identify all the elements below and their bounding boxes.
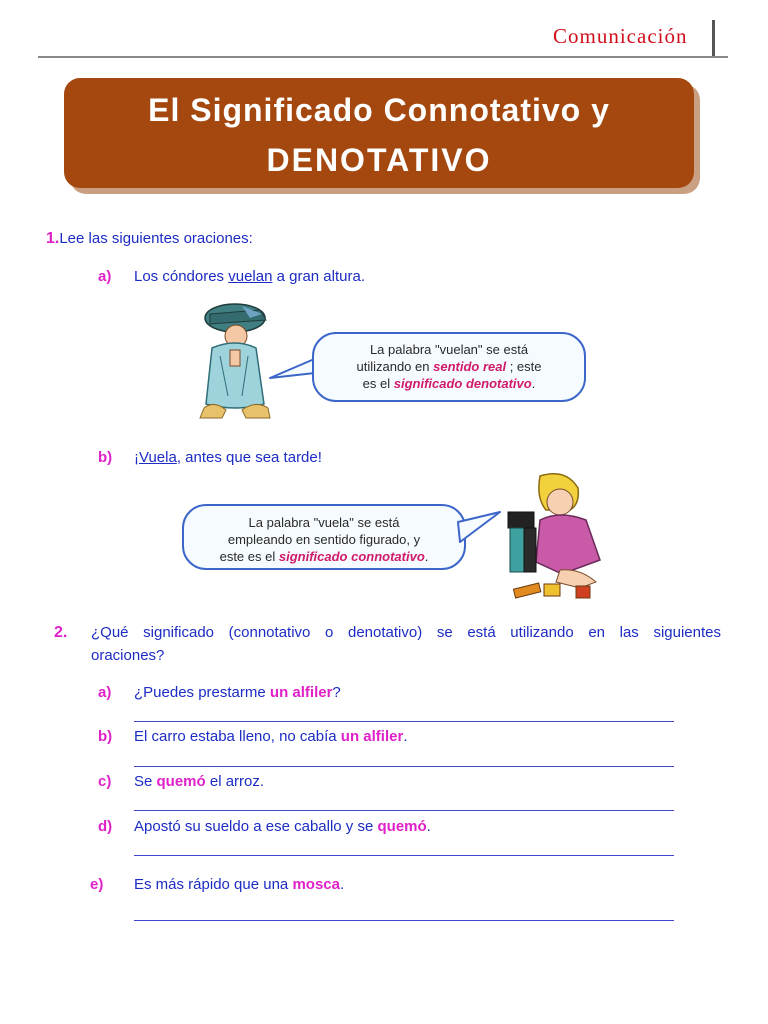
q-item-c-before: Se — [134, 773, 157, 790]
bubble-a-line2-after: ; este — [506, 359, 542, 374]
item-b-after: , antes que sea tarde! — [176, 449, 322, 466]
q-item-a-sentence — [134, 684, 341, 701]
item-b-keyword: Vuela — [139, 449, 177, 466]
bubble-b-line3-after: . — [424, 549, 429, 564]
section2-question-line2: oraciones? — [91, 647, 165, 664]
item-a-keyword: vuelan — [228, 268, 273, 285]
q-item-d-answer-line[interactable] — [134, 855, 674, 856]
speech-bubble-b-text — [182, 514, 466, 565]
section2-question-line1: ¿Qué significado (connotativo o denotativo) se está utilizando en las siguientes — [91, 624, 721, 641]
header-vertical-bar — [712, 20, 715, 56]
item-b-before: ¡ — [134, 449, 139, 466]
q-item-b-answer-line[interactable] — [134, 766, 674, 767]
section2-number: 2. — [54, 624, 68, 641]
speech-bubble-a-text — [312, 341, 586, 392]
bubble-a-line3-before: es el — [362, 376, 394, 391]
q-item-b-after: . — [403, 728, 408, 745]
section1-instruction-row — [46, 230, 253, 248]
header-rule — [38, 56, 728, 58]
q-item-b-before: El carro estaba lleno, no cabía — [134, 728, 341, 745]
bubble-a-line3-em: significado denotativo — [393, 376, 532, 391]
bubble-b-line3-before: este es el — [219, 549, 279, 564]
bubble-b-line3 — [182, 548, 466, 565]
q-item-d-before: Apostó su sueldo a ese caballo y se — [134, 818, 378, 835]
subject-label: Comunicación — [553, 24, 688, 48]
q-item-a-keyword: un alfiler — [269, 684, 333, 701]
q-item-e-letter: e) — [90, 876, 104, 893]
q-item-b-letter: b) — [98, 728, 113, 745]
q-item-b-sentence — [134, 728, 407, 745]
q-item-d-keyword: quemó — [377, 818, 427, 835]
bubble-a-line2-em: sentido real — [433, 359, 507, 374]
q-item-a-after: ? — [332, 684, 341, 701]
item-b-sentence — [134, 449, 322, 466]
q-item-d-letter: d) — [98, 818, 113, 835]
item-a-after: a gran altura. — [272, 268, 365, 285]
bubble-a-line2 — [312, 358, 586, 375]
bubble-a-line3-after: . — [531, 376, 536, 391]
q-item-a-before: ¿Puedes prestarme — [134, 684, 270, 701]
q-item-b-keyword: un alfiler — [340, 728, 404, 745]
q-item-e-sentence — [134, 876, 344, 893]
q-item-d-sentence — [134, 818, 431, 835]
q-item-c-sentence — [134, 773, 264, 790]
bubble-b-line1: La palabra "vuela" se está — [248, 515, 400, 530]
section1-instruction: Lee las siguientes oraciones: — [59, 230, 253, 247]
item-a-before: Los cóndores — [134, 268, 229, 285]
title-line-1: El Significado Connotativo y — [148, 92, 610, 128]
q-item-e-before: Es más rápido que una — [134, 876, 293, 893]
item-a-sentence — [134, 268, 365, 285]
bubble-a-line3 — [312, 375, 586, 392]
q-item-a-answer-line[interactable] — [134, 721, 674, 722]
q-item-e-answer-line[interactable] — [134, 920, 674, 921]
cold-person-illustration — [190, 300, 280, 426]
q-item-c-letter: c) — [98, 773, 112, 790]
bubble-b-line2: empleando en sentido figurado, y — [227, 532, 421, 547]
q-item-a-letter: a) — [98, 684, 112, 701]
item-b-letter: b) — [98, 449, 113, 466]
child-blocks-illustration — [500, 470, 610, 604]
bubble-a-line1: La palabra "vuelan" se está — [369, 342, 529, 357]
bubble-b-line3-em: significado connotativo — [278, 549, 425, 564]
q-item-e-keyword: mosca — [292, 876, 340, 893]
q-item-c-after: el arroz. — [205, 773, 265, 790]
section1-number: 1. — [46, 230, 60, 247]
title-line-2: DENOTATIVO — [266, 142, 492, 178]
q-item-c-keyword: quemó — [156, 773, 206, 790]
q-item-c-answer-line[interactable] — [134, 810, 674, 811]
bubble-a-line2-before: utilizando en — [356, 359, 434, 374]
q-item-d-after: . — [426, 818, 431, 835]
q-item-e-after: . — [339, 876, 345, 893]
item-a-letter: a) — [98, 268, 112, 285]
